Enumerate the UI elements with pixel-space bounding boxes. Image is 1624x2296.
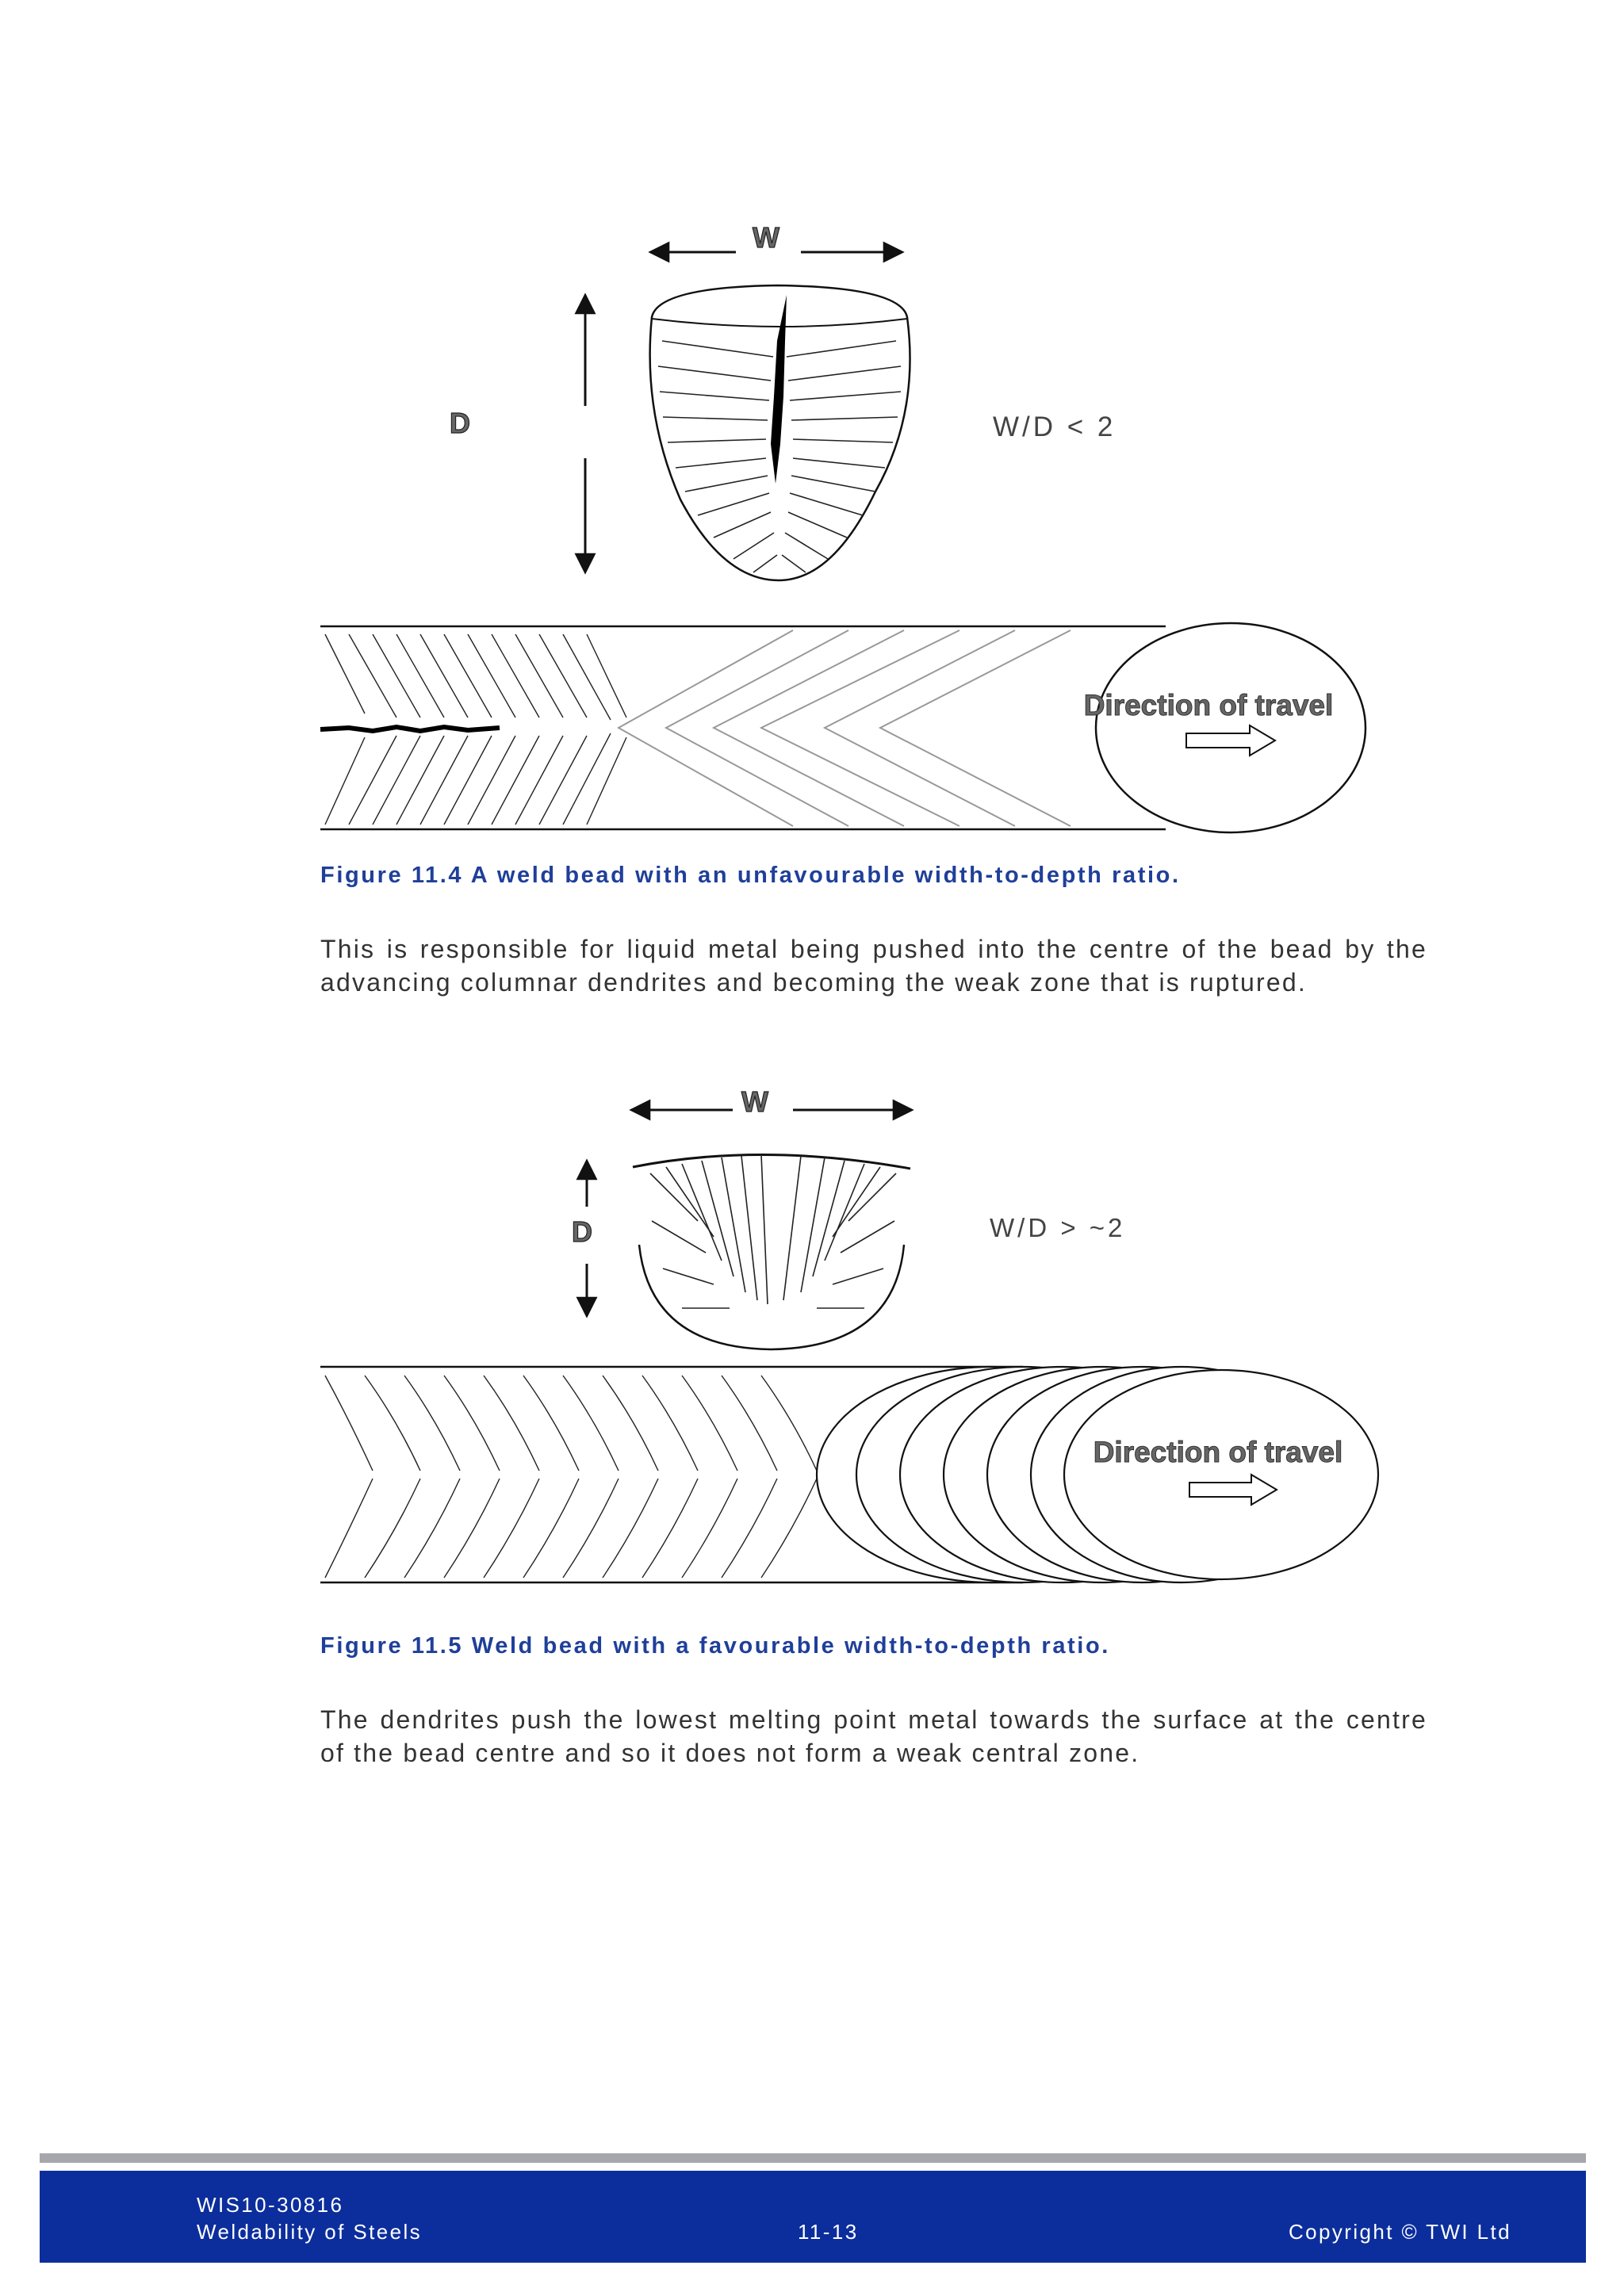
figure-11-4-caption: Figure 11.4 A weld bead with an unfavourable width-to-depth ratio. <box>320 863 1181 888</box>
ratio-label: W/D > ~2 <box>990 1213 1126 1242</box>
travel-label: Direction of travel <box>1083 689 1334 721</box>
depth-label: D <box>572 1215 592 1248</box>
wide-bead-outline <box>639 1245 904 1349</box>
body-paragraph-1: This is responsible for liquid metal being pushed into the centre of the bead by the advancing columnar dendrites and becoming the weak zone that is ruptured. <box>320 935 1427 997</box>
weld-pool <box>1096 623 1365 832</box>
ratio-label: W/D < 2 <box>993 411 1116 442</box>
copyright: Copyright © TWI Ltd <box>1288 2220 1511 2244</box>
page-number: 11-13 <box>798 2220 859 2244</box>
depth-label: D <box>450 407 470 439</box>
doc-code: WIS10-30816 <box>197 2193 344 2217</box>
width-label: W <box>741 1085 768 1118</box>
fig-11-4-cross-section <box>450 221 1116 580</box>
weld-pool <box>1064 1370 1378 1579</box>
body-paragraph-2: The dendrites push the lowest melting point metal towards the surface at the centre of the bead centre and so it does not form a weak central zone. <box>320 1705 1427 1767</box>
figure-11-5-caption: Figure 11.5 Weld bead with a favourable width-to-depth ratio. <box>320 1633 1110 1659</box>
longitudinal-crack-icon <box>320 727 500 731</box>
footer-rule <box>40 2153 1586 2163</box>
wide-bead-top <box>633 1154 910 1169</box>
wide-bead-dendrites <box>650 1154 896 1308</box>
fig-11-5-cross-section <box>572 1085 1125 1349</box>
travel-label: Direction of travel <box>1093 1436 1343 1468</box>
page-footer <box>40 2171 1586 2263</box>
fig-11-5-plan-view <box>320 1367 1378 1582</box>
doc-title: Weldability of Steels <box>197 2220 423 2244</box>
fig-11-4-plan-view <box>320 623 1365 832</box>
width-label: W <box>753 221 779 254</box>
